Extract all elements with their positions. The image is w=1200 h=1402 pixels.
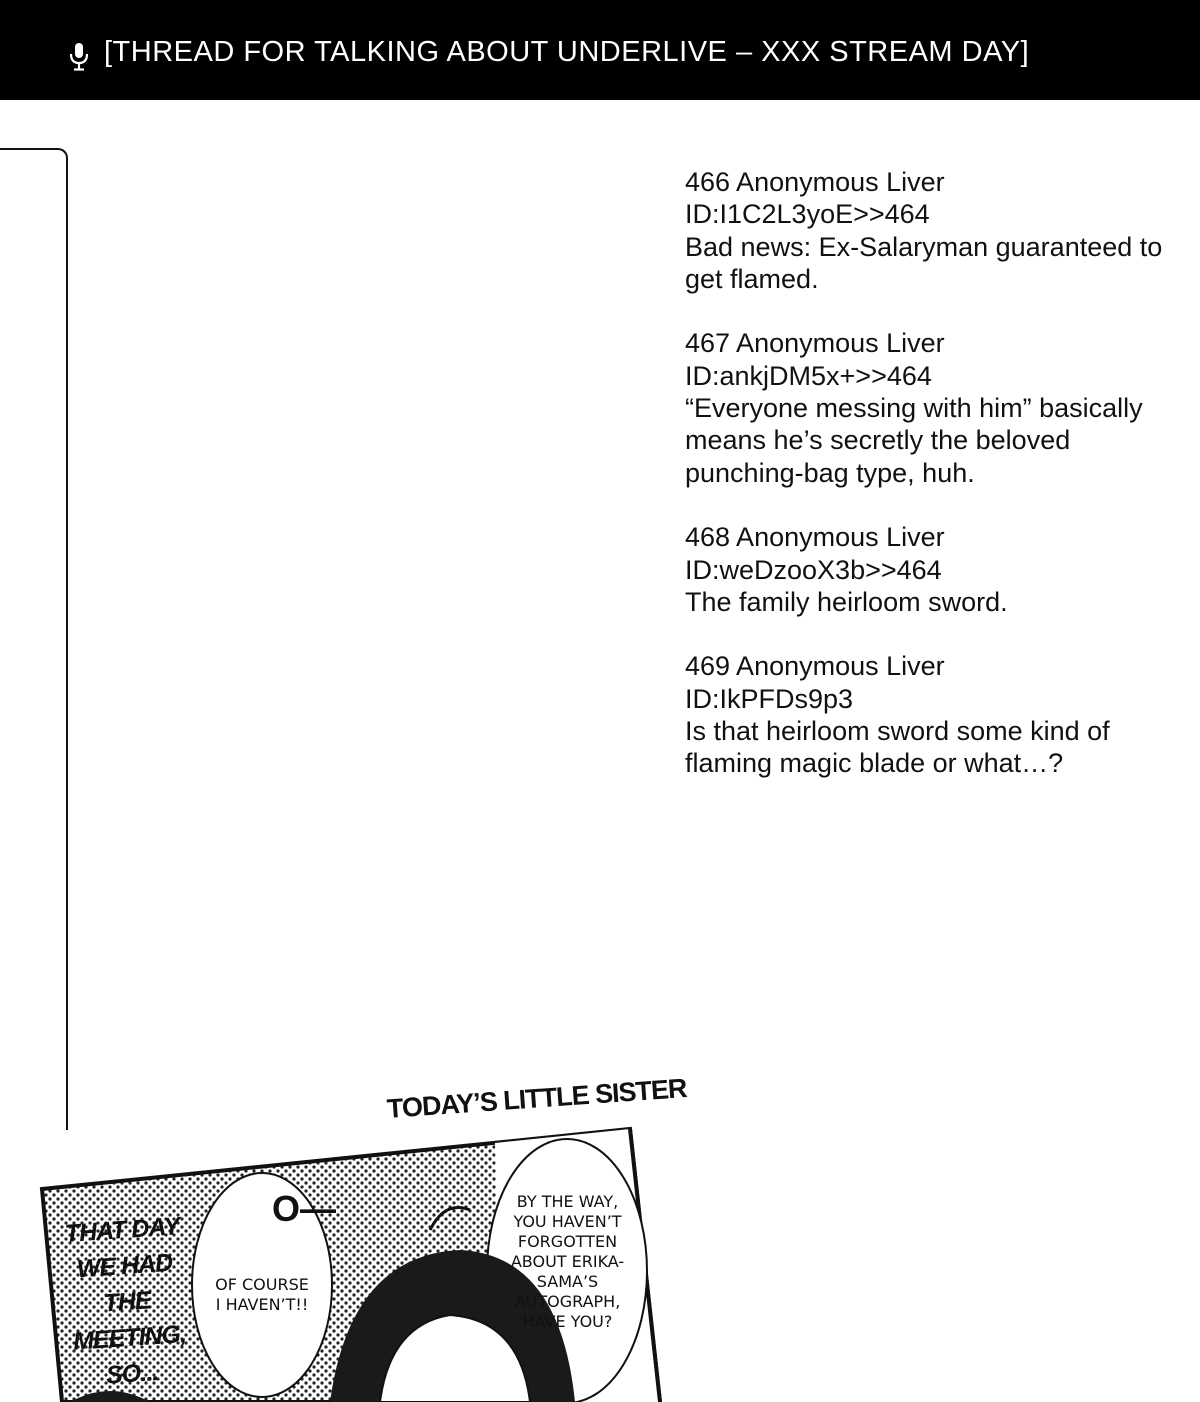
post-468 bbox=[685, 521, 1175, 618]
post-body: The family heirloom sword. bbox=[685, 586, 1008, 617]
microphone-icon bbox=[68, 42, 90, 72]
post-heading: 467 Anonymous Liver bbox=[685, 328, 945, 359]
post-heading: 469 Anonymous Liver bbox=[685, 651, 945, 682]
speech-bubble-right: BY THE WAY, YOU HAVEN’T FORGOTTEN ABOUT ERIKA-SAMA’S AUTOGRAPH, HAVE YOU? bbox=[510, 1192, 625, 1331]
post-heading: 468 Anonymous Liver bbox=[685, 522, 945, 553]
post-id: ID:ankjDM5x+>>464 bbox=[685, 360, 932, 391]
post-id: ID:weDzooX3b>>464 bbox=[685, 554, 942, 585]
narration-box: THAT DAY WE HAD THE MEETING, SO... bbox=[63, 1212, 187, 1390]
post-heading: 466 Anonymous Liver bbox=[685, 167, 945, 197]
post-list bbox=[685, 166, 1175, 812]
thread-title: [THREAD FOR TALKING ABOUT UNDERLIVE – XXX STREAM DAY] bbox=[104, 36, 1030, 68]
thread-header bbox=[0, 0, 1200, 100]
post-id: ID:IkPFDs9p3 bbox=[685, 683, 854, 714]
post-body: Is that heirloom sword some kind of flaming magic blade or what…? bbox=[685, 716, 1110, 779]
sound-effect: O— bbox=[272, 1188, 337, 1229]
post-469 bbox=[685, 650, 1175, 779]
post-467 bbox=[685, 327, 1175, 488]
panel-frame bbox=[0, 148, 68, 1130]
post-id: ID:I1C2L3yoE>>464 bbox=[685, 199, 930, 230]
post-body: Bad news: Ex-Salaryman guaranteed to get flamed. bbox=[685, 231, 1163, 294]
post-body: “Everyone messing with him” basically means he’s secretly the beloved punching-bag type, huh. bbox=[685, 393, 1143, 488]
panel-caption: TODAY’S LITTLE SISTER bbox=[386, 1073, 688, 1124]
post-466 bbox=[685, 166, 1175, 295]
speech-bubble-left: OF COURSE I HAVEN’T!! bbox=[215, 1275, 309, 1314]
